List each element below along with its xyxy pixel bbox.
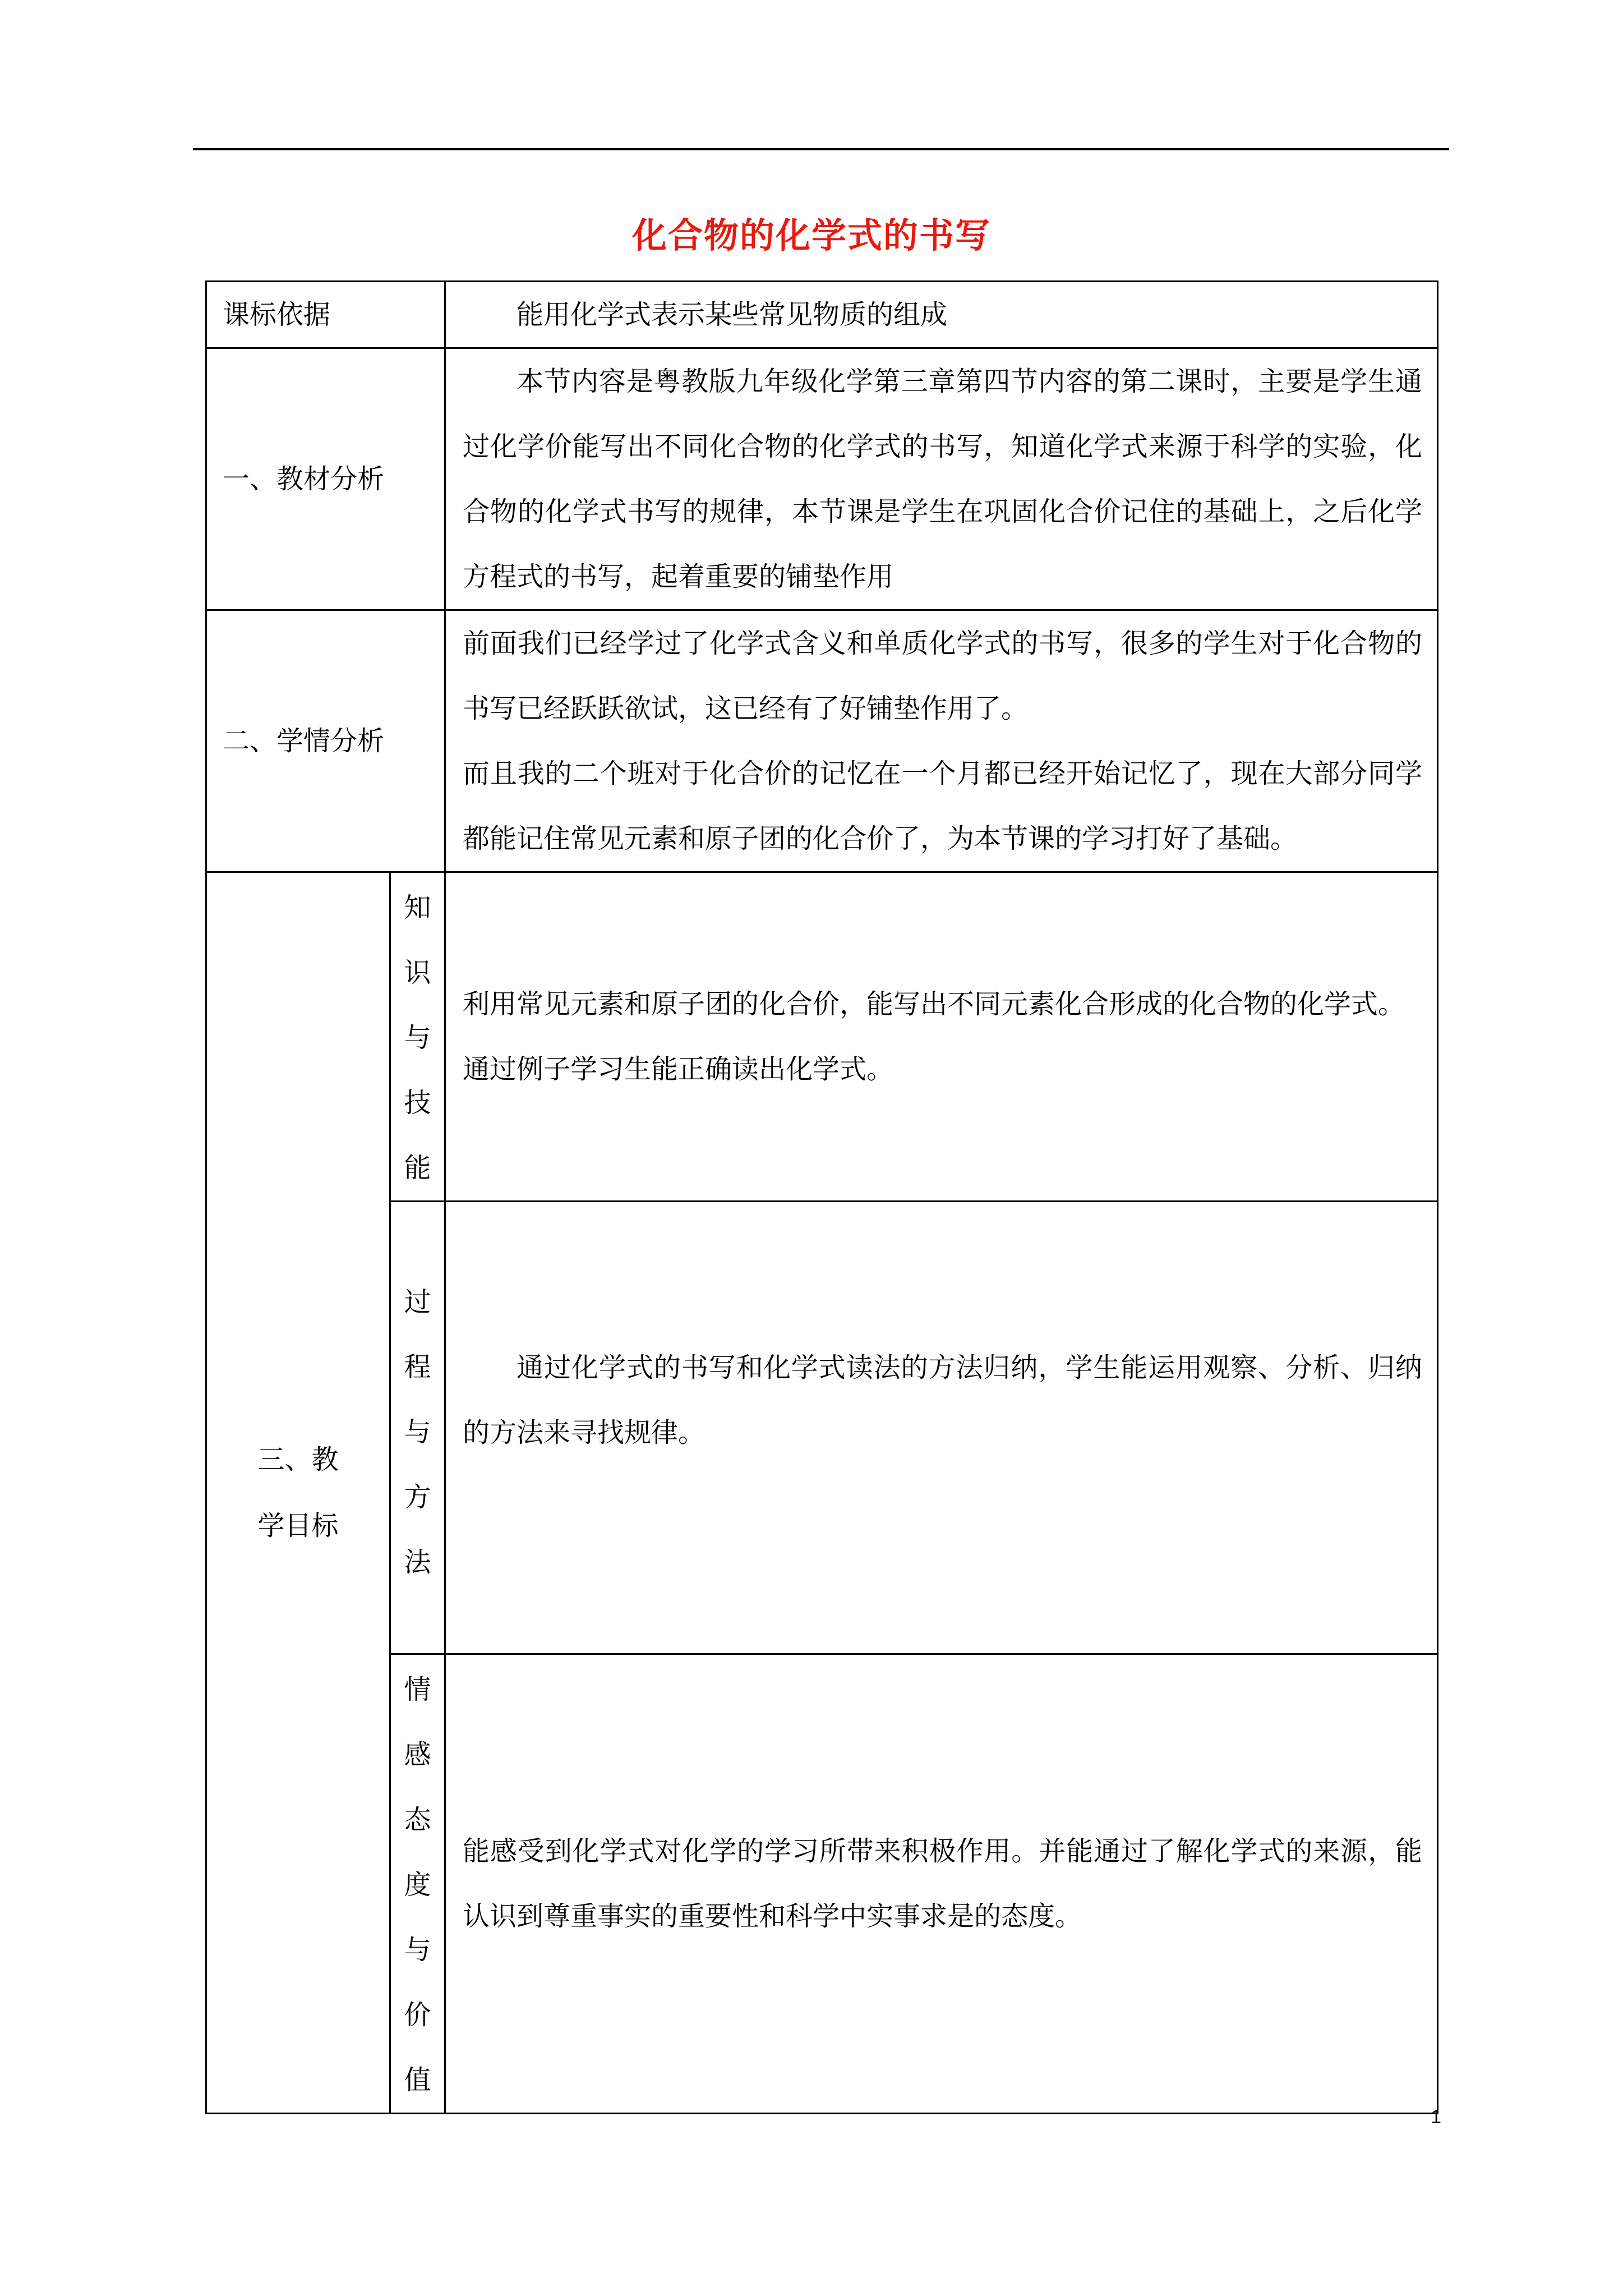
table-row bbox=[206, 872, 1438, 1202]
content-paragraph: 前面我们已经学过了化学式含义和单质化学式的书写，很多的学生对于化合物的书写已经跃跃欲试，这已经有了好铺垫作用了。 bbox=[463, 628, 1423, 724]
vertical-label-char: 度 bbox=[404, 1869, 431, 1901]
vertical-label-char: 情 bbox=[404, 1674, 431, 1705]
objective-sub-label-process bbox=[390, 1202, 445, 1654]
header-rule bbox=[193, 148, 1449, 150]
row-label-student-analysis: 二、学情分析 bbox=[206, 610, 445, 872]
row-label-textbook-analysis: 一、教材分析 bbox=[206, 348, 445, 610]
content-paragraph: 能用化学式表示某些常见物质的组成 bbox=[517, 299, 948, 330]
objective-content-process bbox=[445, 1202, 1438, 1654]
row-content-curriculum-basis bbox=[445, 282, 1438, 348]
table-row bbox=[206, 1654, 1438, 2114]
vertical-label-char: 技 bbox=[404, 1087, 431, 1119]
page-number: 1 bbox=[1431, 2106, 1441, 2128]
vertical-label-char: 能 bbox=[404, 1152, 431, 1184]
table-row bbox=[206, 348, 1438, 610]
vertical-label-char: 识 bbox=[404, 957, 431, 988]
objective-content-knowledge bbox=[445, 872, 1438, 1202]
table-row bbox=[206, 1202, 1438, 1654]
objective-sub-label-knowledge bbox=[390, 872, 445, 1202]
vertical-label-char: 方 bbox=[404, 1481, 431, 1513]
content-paragraph: 通过例子学习生能正确读出化学式。 bbox=[463, 1053, 894, 1085]
content-paragraph: 本节内容是粤教版九年级化学第三章第四节内容的第二课时，主要是学生通过化学价能写出不同化合物的化学式的书写，知道化学式来源于科学的实验，化合物的化学式书写的规律，本节课是学生在巩固化合价记住的基础上，之后化学方程式的书写，起着重要的铺垫作用 bbox=[463, 366, 1423, 592]
vertical-label-char: 值 bbox=[404, 2064, 431, 2096]
vertical-label-char: 与 bbox=[404, 1022, 431, 1053]
row-content-student-analysis bbox=[445, 610, 1438, 872]
vertical-label-char: 价 bbox=[404, 1999, 431, 2031]
content-paragraph: 利用常见元素和原子团的化合价，能写出不同元素化合形成的化合物的化学式。 bbox=[463, 988, 1405, 1020]
objective-sub-label-attitude bbox=[390, 1654, 445, 2114]
content-paragraph: 而且我的二个班对于化合价的记忆在一个月都已经开始记忆了，现在大部分同学都能记住常见元素和原子团的化合价了，为本节课的学习打好了基础。 bbox=[463, 758, 1423, 854]
vertical-label-char: 程 bbox=[404, 1351, 431, 1383]
table-row bbox=[206, 282, 1438, 348]
row-content-textbook-analysis bbox=[445, 348, 1438, 610]
row-label-teaching-objectives: 三、教学目标 bbox=[206, 872, 390, 2114]
content-paragraph: 能感受到化学式对化学的学习所带来积极作用。并能通过了解化学式的来源，能认识到尊重事实的重要性和科学中实事求是的态度。 bbox=[463, 1835, 1423, 1932]
content-paragraph: 通过化学式的书写和化学式读法的方法归纳，学生能运用观察、分析、归纳的方法来寻找规律。 bbox=[463, 1352, 1423, 1448]
vertical-label-char: 感 bbox=[404, 1739, 431, 1770]
vertical-label-char: 与 bbox=[404, 1934, 431, 1966]
table-row bbox=[206, 610, 1438, 872]
vertical-label-char: 法 bbox=[404, 1547, 431, 1578]
vertical-label-char: 过 bbox=[404, 1286, 431, 1318]
document-title: 化合物的化学式的书写 bbox=[631, 215, 991, 256]
objective-content-attitude bbox=[445, 1654, 1438, 2114]
vertical-label-char: 知 bbox=[404, 892, 431, 923]
lesson-plan-table bbox=[205, 280, 1438, 2114]
row-label-curriculum-basis: 课标依据 bbox=[206, 282, 445, 348]
vertical-label-char: 与 bbox=[404, 1416, 431, 1448]
vertical-label-char: 态 bbox=[404, 1804, 431, 1835]
